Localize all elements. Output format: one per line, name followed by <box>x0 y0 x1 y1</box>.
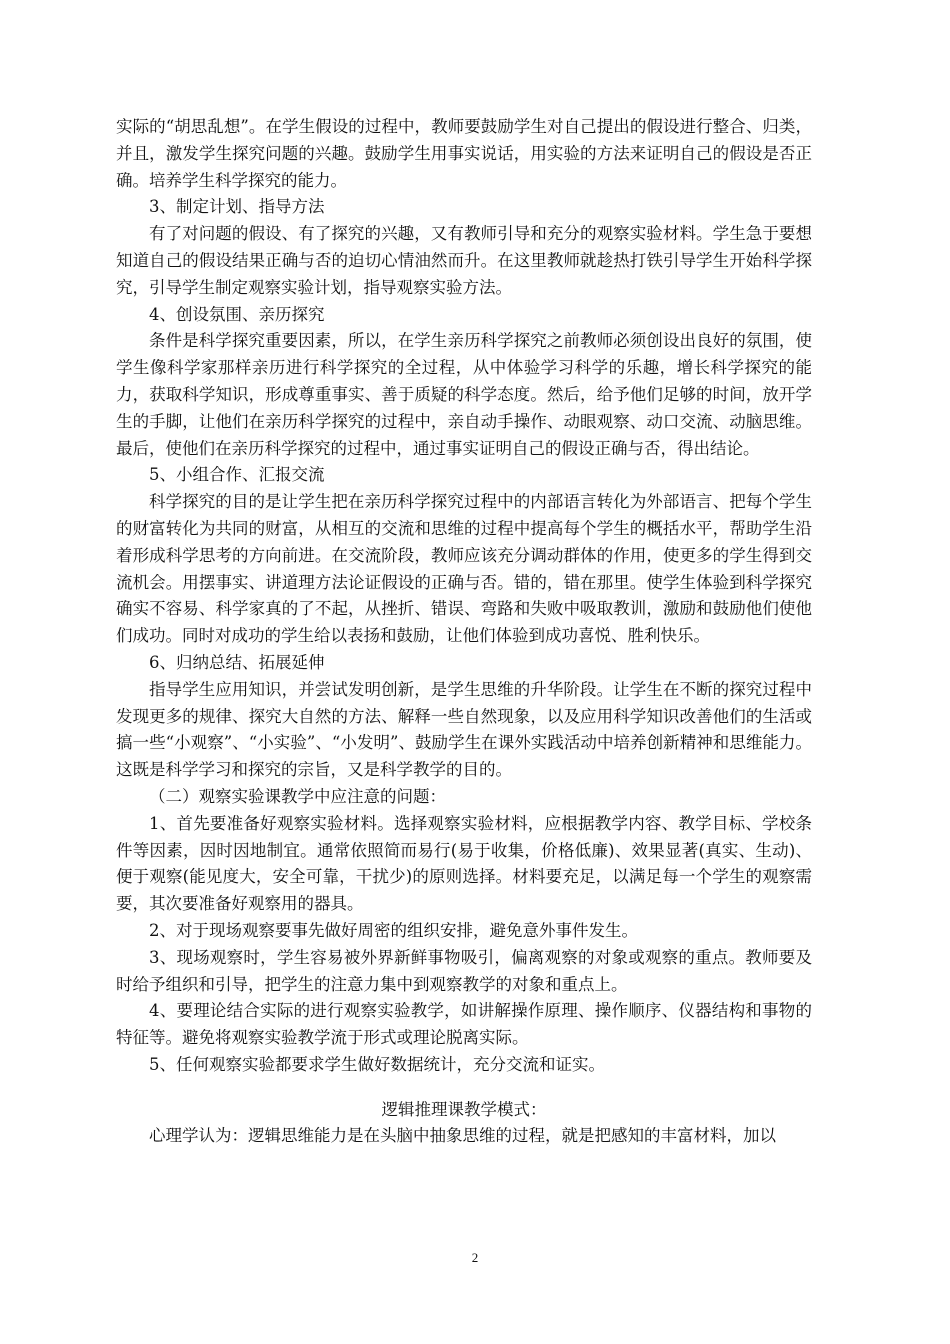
paragraph: 3、现场观察时，学生容易被外界新鲜事物吸引，偏离观察的对象或观察的重点。教师要及时给予组织和引导，把学生的注意力集中到观察教学的对象和重点上。 <box>116 947 812 994</box>
paragraph: 条件是科学探究重要因素，所以，在学生亲历科学探究之前教师必须创设出良好的氛围，使学生像科学家那样亲历进行科学探究的全过程，从中体验学习科学的乐趣，增长科学探究的能力，获取科学知识，形成尊重事实、善于质疑的科学态度。然后，给予他们足够的时间，放开学生的手脚，让他们在亲历科学探究的过程中，亲自动手操作、动眼观察、动口交流、动脑思维。最后，使他们在亲历科学探究的过程中，通过事实证明自己的假设正确与否，得出结论。 <box>116 331 812 458</box>
page-number: 2 <box>471 1250 479 1265</box>
paragraph: 1、首先要准备好观察实验材料。选择观察实验材料，应根据教学内容、教学目标、学校条件等因素，因时因地制宜。通常依照简而易行(易于收集，价格低廉)、效果显著(真实、生动)、便于观察(能见度大，安全可靠，干扰少)的原则选择。材料要充足，以满足每一个学生的观察需要，其次要准备好观察用的器具。 <box>116 813 812 914</box>
paragraph: 4、要理论结合实际的进行观察实验教学，如讲解操作原理、操作顺序、仪器结构和事物的特征等。避免将观察实验教学流于形式或理论脱离实际。 <box>116 1001 812 1048</box>
section-heading: 6、归纳总结、拓展延伸 <box>149 652 325 672</box>
paragraph: 2、对于现场观察要事先做好周密的组织安排，避免意外事件发生。 <box>149 920 638 940</box>
document-body <box>116 114 812 1150</box>
paragraph: 有了对问题的假设、有了探究的兴趣，又有教师引导和充分的观察实验材料。学生急于要想知道自己的假设结果正确与否的迫切心情油然而升。在这里教师就趁热打铁引导学生开始科学探究，引导学生制定观察实验计划，指导观察实验方法。 <box>116 224 812 297</box>
section-heading: 5、小组合作、汇报交流 <box>149 465 325 485</box>
paragraph: 科学探究的目的是让学生把在亲历科学探究过程中的内部语言转化为外部语言、把每个学生的财富转化为共同的财富，从相互的交流和思维的过程中提高每个学生的概括水平，帮助学生沿着形成科学思考的方向前进。在交流阶段，教师应该充分调动群体的作用，使更多的学生得到交流机会。用摆事实、讲道理方法论证假设的正确与否。错的，错在那里。使学生体验到科学探究确实不容易、科学家真的了不起，从挫折、错误、弯路和失败中吸取教训，激励和鼓励他们使他们成功。同时对成功的学生给以表扬和鼓励，让他们体验到成功喜悦、胜利快乐。 <box>116 492 812 646</box>
paragraph: 5、任何观察实验都要求学生做好数据统计，充分交流和证实。 <box>149 1054 605 1074</box>
paragraph: 心理学认为：逻辑思维能力是在头脑中抽象思维的过程，就是把感知的丰富材料，加以 <box>149 1126 776 1146</box>
section-heading: （二）观察实验课教学中应注意的问题： <box>149 786 446 806</box>
paragraph: 指导学生应用知识，并尝试发明创新，是学生思维的升华阶段。让学生在不断的探究过程中发现更多的规律、探究大自然的方法、解释一些自然现象，以及应用科学知识改善他们的生活或搞一些“小观察”、“小实验”、“小发明”、鼓励学生在课外实践活动中培养创新精神和思维能力。这既是科学学习和探究的宗旨，又是科学教学的目的。 <box>116 679 812 780</box>
section-title: 逻辑推理课教学模式： <box>381 1099 547 1119</box>
paragraph: 实际的“胡思乱想”。在学生假设的过程中，教师要鼓励学生对自己提出的假设进行整合、归类，并且，激发学生探究问题的兴趣。鼓励学生用事实说话，用实验的方法来证明自己的假设是否正确。培养学生科学探究的能力。 <box>116 117 812 190</box>
section-heading: 3、制定计划、指导方法 <box>149 197 325 217</box>
section-heading: 4、创设氛围、亲历探究 <box>149 304 325 324</box>
